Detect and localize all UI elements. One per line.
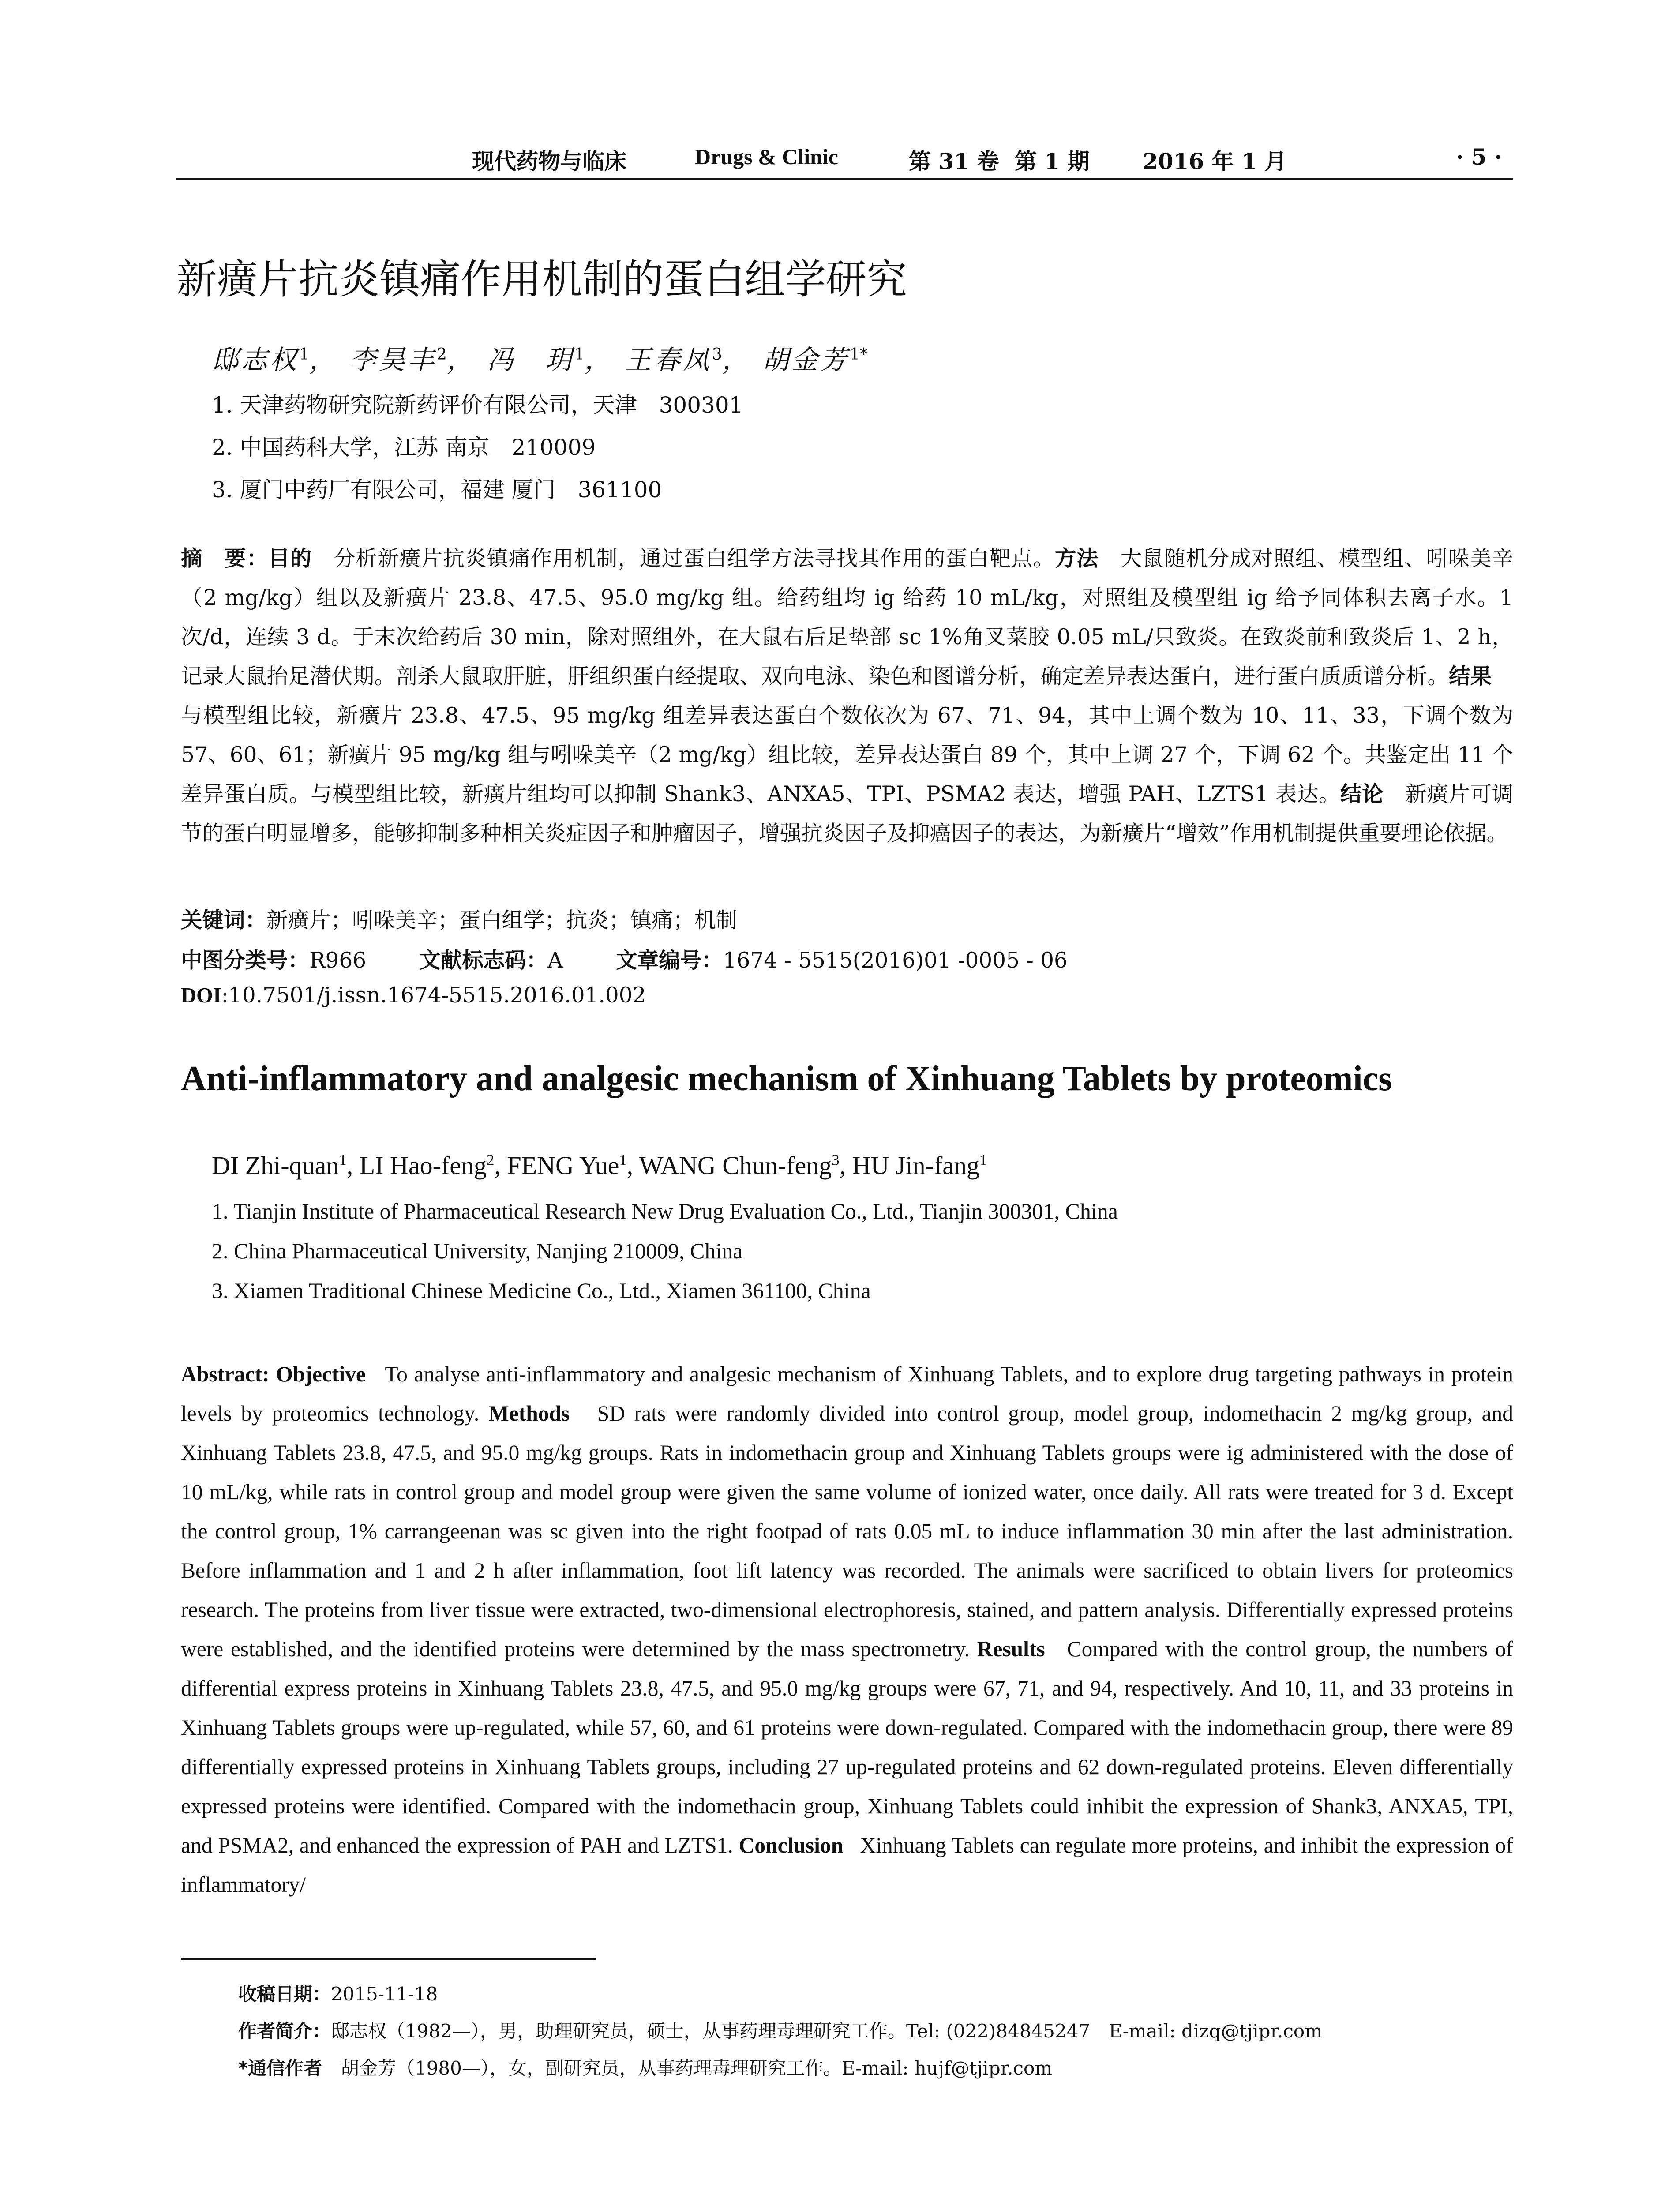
footnote-author-bio: 作者简介：邸志权（1982—），男，助理研究员，硕士，从事药理毒理研究工作。Tel: (022)84845247 E-mail: dizq@tjipr.com (238, 2020, 1323, 2042)
author-en: HU Jin-fang$^1$ (852, 1151, 987, 1180)
abstract-cn-label: 摘 要： (181, 546, 269, 571)
doc-code-label: 文献标志码： (419, 948, 548, 973)
affiliations-en (212, 1191, 1118, 1310)
author-cn: 王春凤$^3$， (624, 345, 751, 375)
affiliation-cn: 3. 厦门中药厂有限公司，福建 厦门 361100 (212, 477, 662, 503)
methods-cn-label: 方法 (1054, 546, 1099, 571)
abstract-cn (181, 539, 1513, 853)
affiliation-cn: 2. 中国药科大学，江苏 南京 210009 (212, 435, 596, 460)
conclusion-cn: 新癀片可调节的蛋白明显增多，能够抑制多种相关炎症因子和肿瘤因子，增强抗炎因子及抑癌因子的表达，为新癀片“增效”作用机制提供重要理论依据。 (181, 782, 1513, 846)
objective-en: To analyse anti-inflammatory and analgesic mechanism of Xinhuang Tablets, and to explore drug targeting pathways in protein levels by proteomics technology. (181, 1362, 1513, 1426)
running-header (176, 140, 1513, 176)
results-en: Compared with the control group, the numbers of differential express proteins in Xinhuang Tablets 23.8, 47.5, and 95.0 mg/kg groups were 67, 71, and 94, respectively. And 10, 11, and 33 proteins in Xinhuang Tablets groups were up-regulated, while 57, 60, and 61 proteins were down-regulated. Compared with the indomethacin group, there were 89 differentially expressed proteins in Xinhuang Tablets groups, including 27 up-regulated proteins and 62 down-regulated proteins. Eleven differentially expressed proteins were identified. Compared with the indomethacin group, Xinhuang Tablets could inhibit the expression of Shank3, ANXA5, TPI, and PSMA2, and enhanced the expression of PAH and LZTS1. (181, 1637, 1513, 1857)
doi-value: :10.7501/j.issn.1674-5515.2016.01.002 (221, 983, 646, 1008)
author-en: DI Zhi-quan$^1$, (212, 1151, 360, 1180)
keywords (181, 903, 737, 934)
affiliation-cn: 1. 天津药物研究院新药评价有限公司，天津 300301 (212, 392, 743, 418)
objective-cn-label: 目的 (268, 546, 312, 571)
affiliation-en: 3. Xiamen Traditional Chinese Medicine Co., Ltd., Xiamen 361100, China (212, 1278, 871, 1303)
objective-en-label: Objective (276, 1362, 366, 1386)
author-cn: 冯 玥$^1$， (487, 345, 614, 375)
volume: 第 31 卷 (909, 148, 999, 174)
title-cn: 新癀片抗炎镇痛作用机制的蛋白组学研究 (176, 256, 908, 303)
conclusion-en: Xinhuang Tablets can regulate more proteins, and inhibit the expression of inflammatory/ (181, 1833, 1514, 1897)
keywords-text: 新癀片；吲哚美辛；蛋白组学；抗炎；镇痛；机制 (266, 908, 738, 933)
conclusion-en-label: Conclusion (739, 1833, 844, 1857)
clc-value: R966 (309, 948, 367, 973)
footnote-rule (181, 1958, 596, 1960)
classification-line (181, 943, 1068, 974)
footnote-corresponding: *通信作者 胡金芳（1980—），女，副研究员，从事药理毒理研究工作。E-mail: hujf@tjipr.com (238, 2057, 1053, 2079)
methods-en-label: Methods (488, 1401, 570, 1426)
affiliation-en: 2. China Pharmaceutical University, Nanjing 210009, China (212, 1238, 743, 1263)
author-en: FENG Yue$^1$, (507, 1151, 639, 1180)
objective-cn: 分析新癀片抗炎镇痛作用机制，通过蛋白组学方法寻找其作用的蛋白靶点。 (312, 546, 1055, 571)
page-number: · 5 · (1456, 144, 1502, 170)
author-en: LI Hao-feng$^2$, (359, 1151, 507, 1180)
footnotes (238, 1976, 1322, 2087)
author-cn: 李昊丰$^2$， (349, 345, 476, 375)
article-no-label: 文章编号： (616, 948, 723, 973)
author-cn: 邸志权$^1$， (212, 345, 338, 375)
results-cn: 与模型组比较，新癀片 23.8、47.5、95 mg/kg 组差异表达蛋白个数依次为 67、71、94，其中上调个数为 10、11、33，下调个数为 57、60、61；新癀片 95 mg/kg 组与吲哚美辛（2 mg/kg）组比较，差异表达蛋白 89 个，其中上调 27 个，下调 62 个。共鉴定出 11 个差异蛋白质。与模型组比较，新癀片组均可以抑制 Shank3、ANXA5、TPI、PSMA2 表达，增强 PAH、LZTS1 表达。 (181, 664, 1513, 807)
clc-label: 中图分类号： (181, 948, 310, 973)
author-cn: 胡金芳$^{1*}$ (762, 345, 868, 375)
methods-cn: 大鼠随机分成对照组、模型组、吲哚美辛（2 mg/kg）组以及新癀片 23.8、47.5、95.0 mg/kg 组。给药组均 ig 给药 10 mL/kg，对照组及模型组 ig 给予同体积去离子水。1 次/d，连续 3 d。于末次给药后 30 min，除对照组外，在大鼠右后足垫部 sc 1%角叉菜胶 0.05 mL/只致炎。在致炎前和致炎后 1、2 h，记录大鼠抬足潜伏期。剖杀大鼠取肝脏，肝组织蛋白经提取、双向电泳、染色和图谱分析，确定差异表达蛋白，进行蛋白质质谱分析。 (181, 546, 1513, 689)
article-no-value: 1674 - 5515(2016)01 -0005 - 06 (723, 948, 1068, 973)
results-en-label: Results (977, 1637, 1045, 1661)
header-rule (176, 178, 1513, 180)
footnote-received: 收稿日期：2015-11-18 (238, 1983, 438, 2005)
methods-en: SD rats were randomly divided into control group, model group, indomethacin 2 mg/kg group, and Xinhuang Tablets 23.8, 47.5, and 95.0 mg/kg groups. Rats in indomethacin group and Xinhuang Tablets groups were ig administered with the dose of 10 mL/kg, while rats in control group and model group were given the same volume of ionized water, once daily. All rats were treated for 3 d. Except the control group, 1% carrangeenan was sc given into the right footpad of rats 0.05 mL to induce inflammation 30 min after the last administration. Before inflammation and 1 and 2 h after inflammation, foot lift latency was recorded. The animals were sacrificed to obtain livers for proteomics research. The proteins from liver tissue were extracted, two-dimensional electrophoresis, stained, and pattern analysis. Differentially expressed proteins were established, and the identified proteins were determined by the mass spectrometry. (181, 1401, 1513, 1661)
results-cn-label: 结果 (1449, 664, 1492, 689)
affiliation-en: 1. Tianjin Institute of Pharmaceutical Research New Drug Evaluation Co., Ltd., Tianjin 300301, China (212, 1199, 1118, 1223)
title-en: Anti-inflammatory and analgesic mechanism of Xinhuang Tablets by proteomics (181, 1059, 1392, 1098)
journal-name-en: Drugs & Clinic (695, 144, 838, 169)
author-en: WANG Chun-feng$^3$, (639, 1151, 852, 1180)
journal-name-cn: 现代药物与临床 (472, 148, 626, 174)
conclusion-cn-label: 结论 (1340, 782, 1384, 807)
issue-date: 2016 年 1 月 (1143, 148, 1287, 174)
doi-label: DOI (181, 984, 221, 1007)
abstract-en-label: Abstract: (181, 1362, 270, 1386)
authors-en (212, 1151, 987, 1180)
authors-cn (212, 339, 868, 377)
doi (181, 983, 646, 1008)
affiliations-cn (212, 384, 743, 511)
issue: 第 1 期 (1015, 148, 1090, 174)
keywords-label: 关键词： (181, 908, 267, 933)
doc-code-value: A (548, 948, 563, 973)
abstract-en (181, 1354, 1513, 1904)
